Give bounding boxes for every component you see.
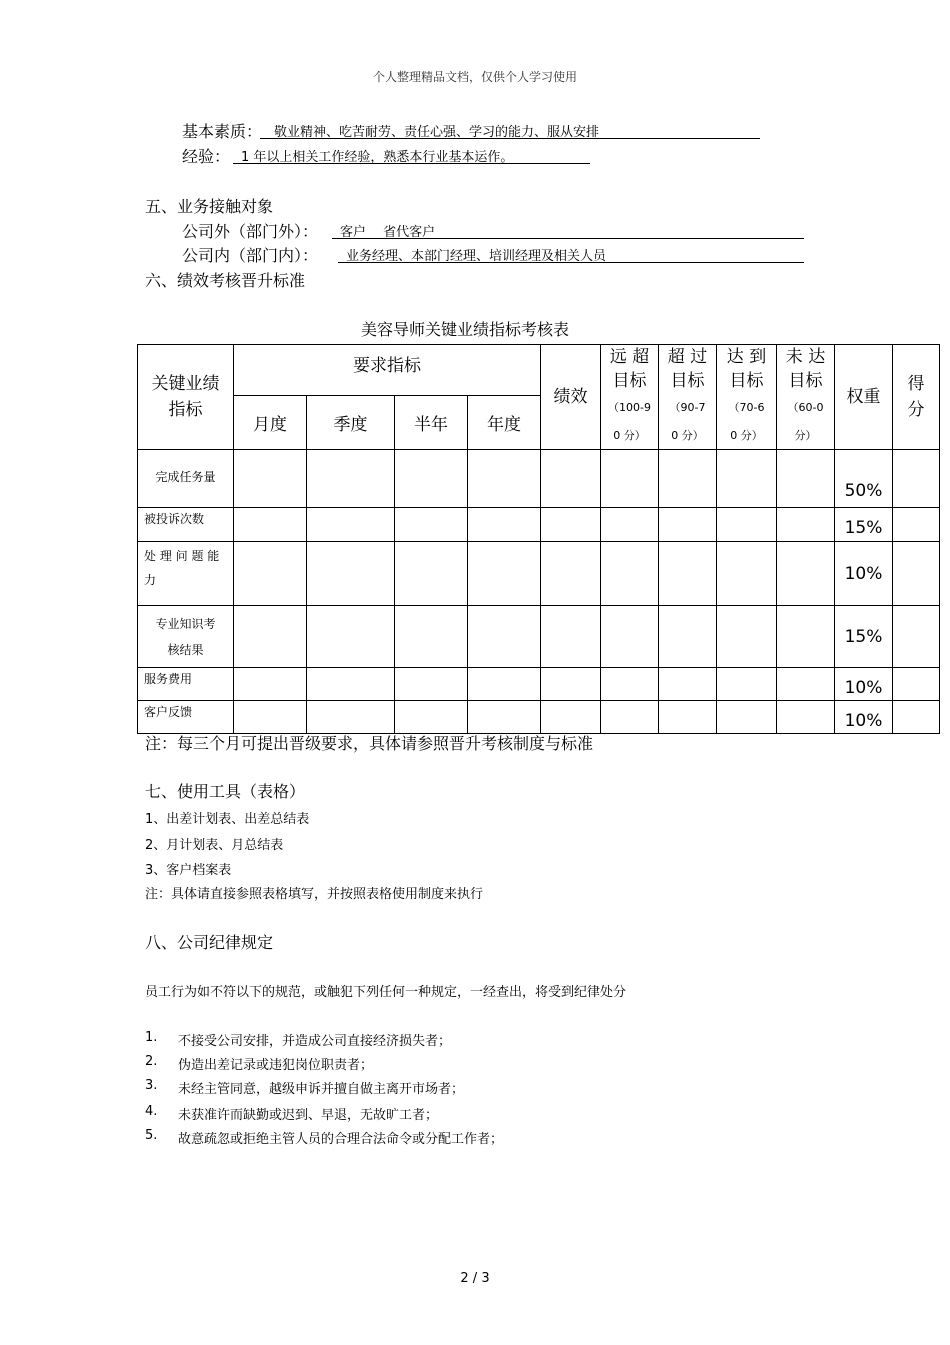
table-title: 美容导师关键业绩指标考核表 [360, 320, 569, 339]
tool-item: 2、月计划表、月总结表 [145, 838, 284, 853]
internal-label: 公司内（部门内）： [182, 246, 319, 265]
internal-value: 业务经理、本部门经理、培训经理及相关人员 [346, 249, 607, 264]
basic-quality-underline [260, 138, 760, 139]
target-far-exceed-range2: 0 分） [613, 429, 646, 442]
period-half-year: 半年 [395, 396, 468, 450]
row-label-cont: 核结果 [167, 642, 204, 657]
score-header [893, 345, 940, 450]
target-exceed-range1: （90-7 [669, 401, 706, 414]
weight-header: 权重 [835, 345, 893, 450]
external-underline [332, 238, 804, 239]
target-exceed-l2: 目标 [670, 371, 705, 391]
page-header: 个人整理精品文档，仅供个人学习使用 [372, 70, 577, 84]
discipline-intro: 员工行为如不符以下的规范，或触犯下列任何一种规定，一经查出，将受到纪律处分 [145, 985, 627, 1000]
experience-label: 经验： [182, 147, 231, 166]
target-miss-l2: 目标 [788, 371, 823, 391]
table-row [138, 450, 940, 508]
row-weight: 15% [835, 606, 893, 668]
target-exceed-l1: 超 过 [667, 347, 708, 367]
rule-text: 不接受公司安排，并造成公司直接经济损失者； [178, 1034, 452, 1049]
score-header-line2: 分 [907, 400, 925, 420]
rule-number: 2. [145, 1054, 158, 1069]
score-header-line1: 得 [907, 374, 925, 394]
row-label: 服务费用 [138, 668, 234, 701]
target-far-exceed-range1: （100-9 [608, 401, 651, 414]
row-weight: 10% [835, 668, 893, 701]
row-label-cont: 力 [144, 573, 157, 587]
rule-number: 3. [145, 1078, 158, 1093]
section5-title: 五、业务接触对象 [145, 197, 274, 216]
basic-quality-value: 敬业精神、吃苦耐劳、责任心强、学习的能力、服从安排 [274, 125, 600, 140]
row-label: 客户反馈 [138, 701, 234, 734]
row-label: 处 理 问 题 能 [144, 549, 220, 563]
row-label: 被投诉次数 [138, 508, 234, 542]
tool-note: 注：具体请直接参照表格填写，并按照表格使用制度来执行 [145, 887, 484, 902]
period-month: 月度 [234, 396, 307, 450]
target-miss-range1: （60-0 [787, 401, 824, 414]
section8-title: 八、公司纪律规定 [145, 933, 274, 952]
tool-item: 3、客户档案表 [145, 863, 232, 878]
target-header-far-exceed [601, 345, 659, 450]
table-row [138, 606, 940, 668]
target-header-exceed [659, 345, 717, 450]
table-row [138, 668, 940, 701]
rule-number: 5. [145, 1128, 158, 1143]
table-row [138, 701, 940, 734]
target-reach-l1: 达 到 [726, 347, 767, 367]
table-row [138, 508, 940, 542]
row-weight: 10% [835, 542, 893, 606]
target-reach-range1: （70-6 [728, 401, 765, 414]
basic-quality-label: 基本素质： [182, 122, 263, 141]
row-weight: 15% [835, 508, 893, 542]
experience-underline [233, 163, 590, 164]
target-far-exceed-l1: 远 超 [609, 347, 650, 367]
rule-text: 未获准许而缺勤或迟到、早退，无故旷工者； [178, 1108, 439, 1123]
rule-number: 4. [145, 1104, 158, 1119]
period-year: 年度 [468, 396, 541, 450]
row-label: 专业知识考 [155, 616, 216, 631]
target-header-miss [777, 345, 835, 450]
external-label: 公司外（部门外）： [182, 222, 319, 241]
rule-text: 故意疏忽或拒绝主管人员的合理合法命令或分配工作者； [178, 1132, 504, 1147]
target-reach-range2: 0 分） [730, 429, 763, 442]
rule-text: 伪造出差记录或违犯岗位职责者； [178, 1058, 374, 1073]
kpi-header-cell [138, 345, 234, 450]
table-row [138, 542, 940, 606]
target-far-exceed-l2: 目标 [612, 371, 647, 391]
row-label: 完成任务量 [138, 450, 234, 508]
external-value: 客户 省代客户 [340, 225, 436, 240]
period-quarter: 季度 [307, 396, 395, 450]
requirement-header: 要求指标 [234, 345, 541, 396]
target-miss-l1: 未 达 [785, 347, 826, 367]
row-weight: 50% [835, 450, 893, 508]
rule-text: 未经主管同意，越级申诉并擅自做主离开市场者； [178, 1082, 465, 1097]
kpi-header-line1: 关键业绩 [151, 374, 220, 394]
tool-item: 1、出差计划表、出差总结表 [145, 812, 310, 827]
target-exceed-range2: 0 分） [671, 429, 704, 442]
performance-header: 绩效 [541, 345, 601, 450]
experience-value: 1 年以上相关工作经验，熟悉本行业基本运作。 [241, 150, 514, 165]
rule-number: 1. [145, 1030, 158, 1045]
target-reach-l2: 目标 [729, 371, 764, 391]
row-label-cell [138, 606, 234, 668]
section6-title: 六、绩效考核晋升标准 [145, 271, 306, 290]
row-weight: 10% [835, 701, 893, 734]
kpi-table [137, 344, 940, 734]
section7-title: 七、使用工具（表格） [145, 782, 306, 801]
page-number: 2 / 3 [460, 1271, 490, 1286]
row-label-cell [138, 542, 234, 606]
table-note: 注：每三个月可提出晋级要求，具体请参照晋升考核制度与标准 [145, 734, 594, 753]
target-header-reach [717, 345, 777, 450]
kpi-header-line2: 指标 [168, 400, 203, 420]
target-miss-range2: 分） [794, 429, 817, 442]
internal-underline [338, 262, 804, 263]
